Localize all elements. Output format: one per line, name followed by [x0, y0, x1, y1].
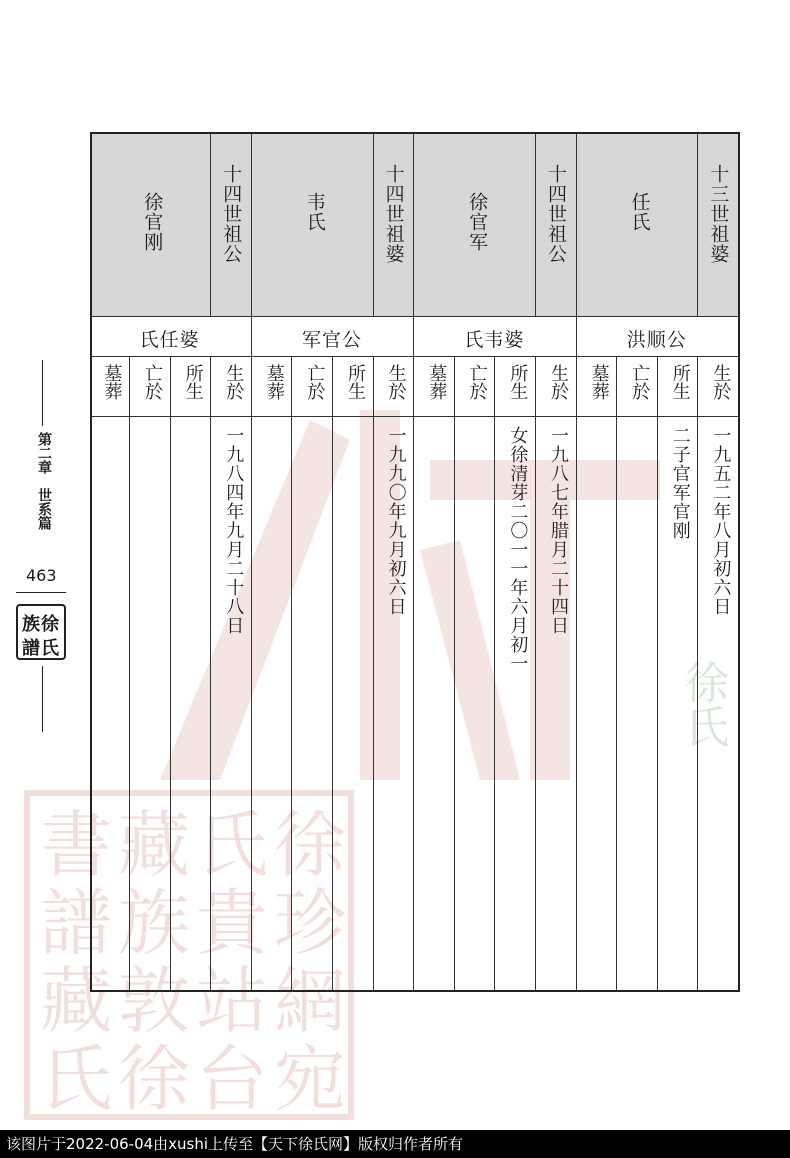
subcolumn-divider: [210, 356, 211, 990]
generation-title: 十四世祖公: [220, 164, 243, 264]
generation-title: 十三世祖婆: [707, 164, 730, 264]
field-value: 一九五二年八月初六日: [710, 426, 732, 616]
subcolumn-divider: [454, 356, 455, 990]
person-name: 徐官刚: [141, 192, 164, 252]
field-label: 所生: [345, 364, 366, 400]
header-inner-divider: [535, 134, 536, 316]
footer-bar: 该图片于2022-06-04由xushi上传至【天下徐氏网】版权归作者所有: [0, 1130, 790, 1158]
field-label: 所生: [507, 364, 529, 400]
watermark-side-text: 徐氏: [677, 660, 728, 748]
field-label: 生於: [710, 364, 732, 400]
generation-title: 十四世祖婆: [382, 164, 405, 264]
record-separator: [576, 134, 577, 990]
subcolumn-divider: [494, 356, 495, 990]
field-label: 亡於: [304, 364, 326, 400]
seal-watermark-char: 貴: [196, 881, 269, 965]
seal-char: 徐: [41, 614, 59, 635]
spouse-label: 军官公: [301, 328, 362, 351]
seal-watermark-char: 徐: [118, 1037, 191, 1120]
subcolumn-divider: [657, 356, 658, 990]
seal-watermark-char: 書: [40, 803, 113, 887]
person-name: 韦氏: [303, 192, 326, 232]
field-label: 亡於: [142, 364, 163, 400]
record-separator: [413, 134, 414, 990]
chapter-title: 第二章 世系篇: [36, 432, 52, 530]
field-label: 生於: [385, 364, 407, 400]
genealogy-table: [90, 132, 740, 992]
generation-title: 十四世祖公: [545, 164, 567, 264]
field-label: 所生: [182, 364, 204, 400]
subcolumn-divider: [129, 356, 130, 990]
field-value: 一九九〇年九月初六日: [385, 426, 407, 616]
subcolumn-divider: [616, 356, 617, 990]
subcolumn-divider: [697, 356, 698, 990]
seal-char: 族: [22, 614, 40, 635]
record-separator: [88, 134, 89, 990]
seal-watermark-char: 徐: [274, 803, 347, 887]
seal-watermark-char: 網: [274, 959, 347, 1043]
clan-book-seal: [16, 604, 66, 660]
field-label: 所生: [669, 364, 691, 400]
field-label: 亡於: [466, 364, 488, 400]
subcolumn-divider: [291, 356, 292, 990]
field-value: 二子官军官刚: [669, 426, 691, 540]
subcolumn-divider: [332, 356, 333, 990]
seal-watermark-char: 台: [196, 1037, 269, 1120]
field-label: 生於: [548, 364, 569, 400]
seal-char: 譜: [22, 638, 40, 659]
record-separator: [251, 134, 252, 990]
person-name: 任氏: [628, 192, 651, 232]
seal-watermark-char: 氏: [196, 803, 269, 887]
seal-watermark-char: 珍: [274, 881, 347, 965]
field-label: 墓葬: [101, 364, 123, 400]
margin-rule-bottom: [42, 666, 43, 732]
field-label: 墓葬: [426, 364, 448, 400]
subcolumn-divider: [373, 356, 374, 990]
person-name: 徐官军: [466, 192, 489, 252]
seal-watermark-char: 藏: [118, 803, 191, 887]
spouse-divider: [92, 356, 738, 357]
header-inner-divider: [210, 134, 211, 316]
header-inner-divider: [373, 134, 374, 316]
label-divider: [92, 416, 738, 417]
field-value: 一九八四年九月二十八日: [223, 426, 245, 635]
page-number-rule: [16, 592, 66, 593]
field-value: 女徐清芽二〇一一年六月初一: [507, 426, 529, 673]
field-value: 一九八七年腊月二十四日: [548, 426, 569, 635]
seal-watermark-char: 藏: [40, 959, 113, 1043]
spouse-label: 氏任婆: [139, 328, 200, 351]
spouse-label: 氏韦婆: [464, 328, 525, 351]
field-label: 生於: [223, 364, 245, 400]
seal-watermark-char: 氏: [40, 1037, 113, 1120]
spouse-label: 洪顺公: [626, 328, 687, 351]
subcolumn-divider: [170, 356, 171, 990]
seal-watermark-char: 族: [118, 881, 191, 965]
seal-char: 氏: [41, 638, 59, 659]
header-divider: [92, 316, 738, 317]
subcolumn-divider: [535, 356, 536, 990]
field-label: 墓葬: [588, 364, 610, 400]
header-inner-divider: [697, 134, 698, 316]
page-number: 463: [26, 566, 57, 585]
seal-watermark-char: 敦: [118, 959, 191, 1043]
seal-watermark-char: 宛: [274, 1037, 347, 1120]
seal-watermark-char: 站: [196, 959, 269, 1043]
field-label: 亡於: [629, 364, 651, 400]
seal-watermark-char: 譜: [40, 881, 113, 965]
margin-rule-top: [42, 360, 43, 426]
field-label: 墓葬: [263, 364, 285, 400]
